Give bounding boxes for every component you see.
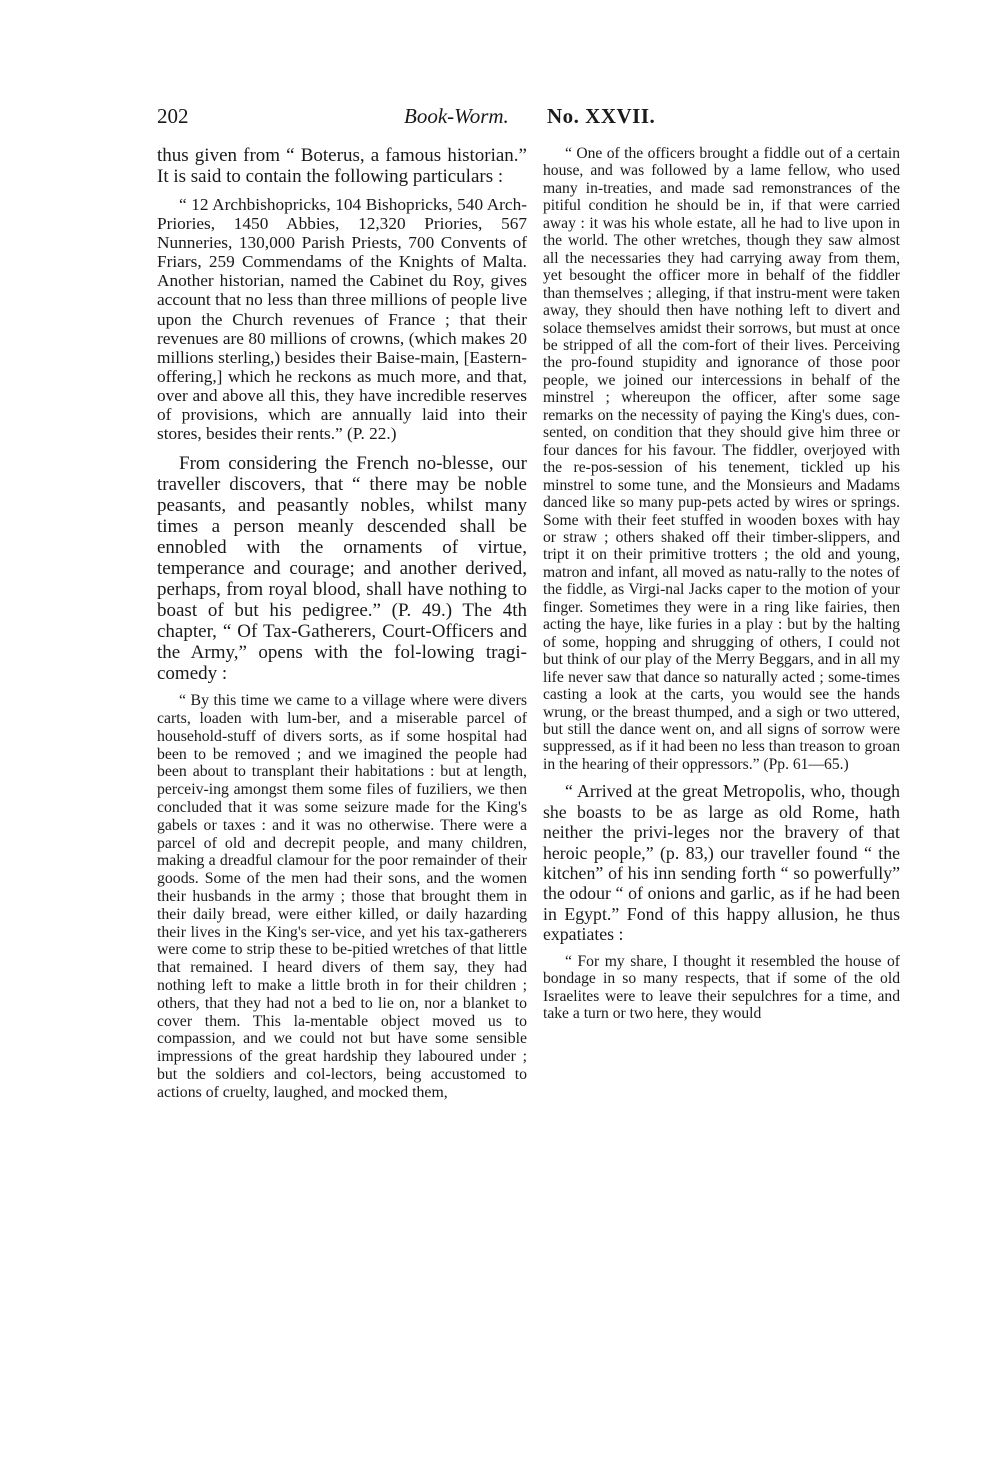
- right-column: [543, 145, 900, 1023]
- running-header: [157, 104, 857, 134]
- quote-fiddler: “ One of the officers brought a fiddle out of a certain house, and was followed by a lame fellow, who used many in-treaties, and made sad remonstrances of the pitiful condition he should be in, if that were carried away : it was his whole estate, all he had to live upon in the world. The other wretches, though they saw almost all the necessaries they had carrying away from them, yet besought the officer more in behalf of the fiddler than themselves ; alleging, if that instru-ment were taken away, they should then have nothing left to divert and solace themselves amidst their sorrows, but must at once be stripped of all the com-fort of their lives. Perceiving the pro-found stupidity and ignorance of those poor people, we joined our intercessions in behalf of the minstrel ; whereupon the officer, after some sage remarks on the necessity of paying the King's dues, con-sented, on condition that they should give him three or four dances for his favour. The fiddler, overjoyed with the re-pos-session of his tenement, tickled up his minstrel to some tune, and the Monsieurs and Madams danced like so many pup-pets acted by wires or springs. Some with their feet stuffed in wooden boxes with hay or straw ; others shaked off their timber-slippers, and tript it on their primitive trotters ; the old and young, matron and infant, all moved as natu-rally to the notes of the fiddle, as Virgi-nal Jacks caper to the motion of your finger. Sometimes they were in a ring like fairies, then acting the haye, like furies in a play : but by the halting of some, hopping and shrugging of others, I could not but think of our play of the Merry Beggars, and in all my life never saw that dance so naturally acted ; some-times casting a look at the carts, you would see the hands wrung, or the breast thumped, and a sigh or two uttered, but still the dance went on, and all signs of sorrow were suppressed, as if it had been no less than treason to groan in the hearing of their oppressors.” (Pp. 61—65.): [543, 145, 900, 773]
- left-column: [157, 145, 527, 1102]
- quote-village-carts: “ By this time we came to a village where were divers carts, loaden with lum-ber, and a miserable parcel of househo​ld-stuff of divers sorts, as if some hospital had been to be removed ; and we imagined the people had been about to transplant their habitations : but at length, perceiv-ing amongst them some files of fuziliers, we then concluded that it was some seizure made for the King's gabels or taxes : and it was no otherwise. There were a parcel of old and decrepit people, and many children, making a dreadful clamour for the poor remainder of their goods. Some of the men had their sons, and the women their husbands in the army ; those that brought them in their daily bread, were either killed, or daily hazarding their lives in the King's ser-vice, and yet his tax-gatherers were come to strip these to be-pitied wretches of that little that remained. I heard divers of them say, they had nothing left to make a little broth in for their children ; others, that they had not a bed to lie on, nor a blanket to cover them. This la-mentable object moved us to compassion, and we could not but have some sensible impressions of the great hardship they laboured under ; but the soldiers and col-lectors, being accustomed to actions of cruelty, laughed, and mocked them,: [157, 692, 527, 1101]
- paragraph-metropolis: “ Arrived at the great Metropolis, who, though she boasts to be as large as old Rome, hath neither the privi-leges nor the bravery of that heroic people,” (p. 83,) our traveller found “ the kitchen” of his inn sending forth “ so powerfully” the odour “ of onions and garlic, as if he had been in Egypt.” Fond of this happy allusion, he thus expatiates :: [543, 781, 900, 945]
- page-number: 202: [157, 104, 189, 128]
- running-title: Book-Worm.: [404, 104, 509, 128]
- quote-church-revenues: “ 12 Archbishopricks, 104 Bishopricks, 540 Arch-Priories, 1450 Abbies, 12,320 Priories, 567 Nunneries, 130,000 Parish Priests, 700 Convents of Friars, 259 Commendams of the Knights of Malta. Another historian, named the Cabinet du Roy, gives account that no less than three millions of people live upon the Church revenues of France ; that their revenues are 80 millions of crowns, (which makes 20 millions sterling,) besides their Baise-main, [Eastern-offering,] which he reckons as much more, and that, over and above all this, they have incredible reserves of provisions, which are annually laid into their stores, besides their rents.” (P. 22.): [157, 195, 527, 444]
- paragraph-noblesse: From considering the French no-blesse, our traveller discovers, that “ there may be noble peasants, and peasantly nobles, whilst many times a person meanly descended shall be ennobled with the ornaments of virtue, temperance and courage; and another derived, perhaps, from royal blood, shall have nothing to boast of but his pedigree.” (P. 49.) The 4th chapter, “ Of Tax-Gatherers, Court-Officers and the Army,” opens with the fol-lowing tragi-comedy :: [157, 453, 527, 685]
- issue-number: No. XXVII.: [547, 104, 656, 128]
- quote-house-of-bondage: “ For my share, I thought it resembled the house of bondage in so many respects, that if some of the old Israelites were to leave their sepulchres for a time, and take a turn or two here, they would: [543, 952, 900, 1023]
- paragraph-intro: thus given from “ Boterus, a famous historian.” It is said to contain the following particulars :: [157, 145, 527, 187]
